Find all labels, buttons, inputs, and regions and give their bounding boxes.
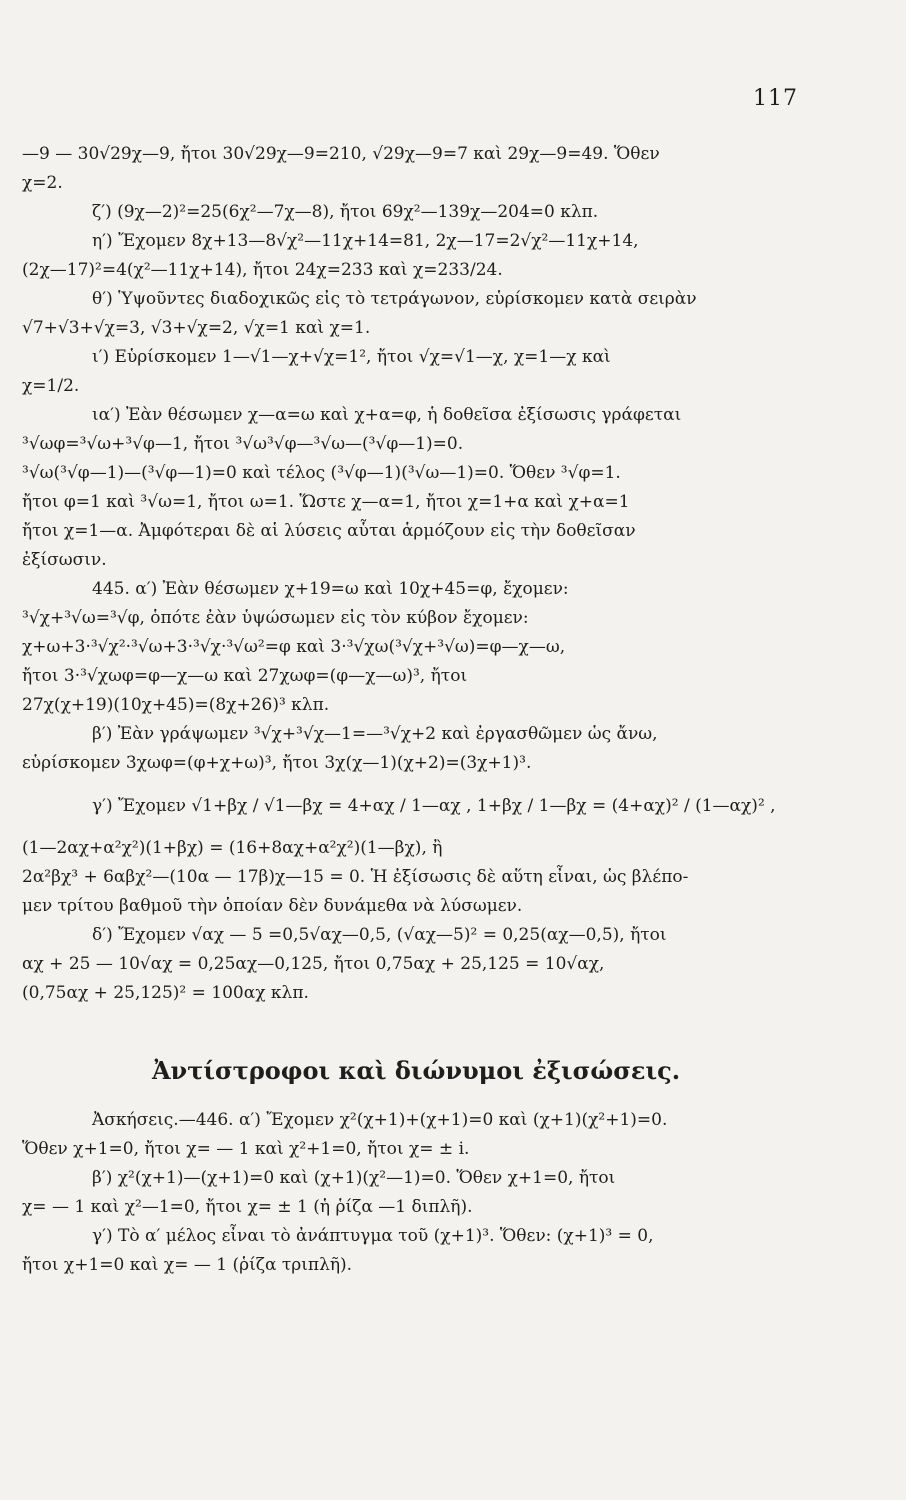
text-line: —9 — 30√29χ—9, ἤτοι 30√29χ—9=210, √29χ—9=7 καὶ 29χ—9=49. Ὅθεν — [22, 144, 660, 164]
text-line: (0,75αχ + 25,125)² = 100αχ κλπ. — [22, 983, 309, 1003]
text-line: χ= — 1 καὶ χ²—1=0, ἤτοι χ= ± 1 (ἡ ῥίζα —1 διπλῆ). — [22, 1197, 473, 1217]
text-line: ζ′) (9χ—2)²=25(6χ²—7χ—8), ἤτοι 69χ²—139χ—204=0 κλπ. — [92, 202, 599, 222]
text-line: γ′) Ἔχομεν √1+βχ / √1—βχ = 4+αχ / 1—αχ , 1+βχ / 1—βχ = (4+αχ)² / (1—αχ)² , — [92, 796, 776, 816]
text-line: 445. α′) Ἐὰν θέσωμεν χ+19=ω καὶ 10χ+45=φ, ἔχομεν: — [92, 579, 569, 599]
text-line: √7+√3+√χ=3, √3+√χ=2, √χ=1 καὶ χ=1. — [22, 318, 371, 338]
text-line: ἤτοι χ+1=0 καὶ χ= — 1 (ῥίζα τριπλῆ). — [22, 1255, 353, 1275]
text-line: 27χ(χ+19)(10χ+45)=(8χ+26)³ κλπ. — [22, 695, 330, 715]
text-line: δ′) Ἔχομεν √αχ — 5 =0,5√αχ—0,5, (√αχ—5)² = 0,25(αχ—0,5), ἤτοι — [92, 925, 667, 945]
text-line: χ=1/2. — [22, 376, 80, 396]
text-line: η′) Ἔχομεν 8χ+13—8√χ²—11χ+14=81, 2χ—17=2√χ²—11χ+14, — [92, 231, 639, 251]
page-number: 117 — [753, 86, 798, 111]
text-line: (2χ—17)²=4(χ²—11χ+14), ἤτοι 24χ=233 καὶ χ=233/24. — [22, 260, 503, 280]
solution-text — [22, 140, 810, 1008]
text-line: ι′) Εὑρίσκομεν 1—√1—χ+√χ=1², ἤτοι √χ=√1—χ, χ=1—χ καὶ — [92, 347, 611, 367]
section-spacer — [22, 1008, 810, 1044]
text-line: β′) Ἐὰν γράψωμεν ³√χ+³√χ—1=—³√χ+2 καὶ ἐργασθῶμεν ὡς ἄνω, — [92, 724, 658, 744]
text-line: ἤτοι 3·³√χωφ=φ—χ—ω καὶ 27χωφ=(φ—χ—ω)³, ἤτοι — [22, 666, 468, 686]
exercise-text — [22, 1106, 810, 1280]
text-line: β′) χ²(χ+1)—(χ+1)=0 καὶ (χ+1)(χ²—1)=0. Ὅθεν χ+1=0, ἤτοι — [92, 1168, 616, 1188]
text-line: χ+ω+3·³√χ²·³√ω+3·³√χ·³√ω²=φ καὶ 3·³√χω(³√χ+³√ω)=φ—χ—ω, — [22, 637, 566, 657]
text-line: Ἀσκήσεις.—446. α′) Ἔχομεν χ²(χ+1)+(χ+1)=0 καὶ (χ+1)(χ²+1)=0. — [92, 1110, 668, 1130]
text-line: Ὅθεν χ+1=0, ἤτοι χ= — 1 καὶ χ²+1=0, ἤτοι χ= ± i. — [22, 1139, 470, 1159]
text-line: εὑρίσκομεν 3χωφ=(φ+χ+ω)³, ἤτοι 3χ(χ—1)(χ+2)=(3χ+1)³. — [22, 753, 532, 773]
section-heading: Ἀντίστροφοι καὶ διώνυμοι ἐξισώσεις. — [151, 1056, 681, 1085]
text-line: ἤτοι φ=1 καὶ ³√ω=1, ἤτοι ω=1. Ὥστε χ—α=1, ἤτοι χ=1+α καὶ χ+α=1 — [22, 492, 630, 512]
text-line: χ=2. — [22, 173, 63, 193]
text-line: αχ + 25 — 10√αχ = 0,25αχ—0,125, ἤτοι 0,75αχ + 25,125 = 10√αχ, — [22, 954, 605, 974]
text-line: ³√ωφ=³√ω+³√φ—1, ἤτοι ³√ω³√φ—³√ω—(³√φ—1)=0. — [22, 434, 464, 454]
text-line: ³√χ+³√ω=³√φ, ὁπότε ἐὰν ὑψώσωμεν εἰς τὸν κύβον ἔχομεν: — [22, 608, 529, 628]
text-line: ³√ω(³√φ—1)—(³√φ—1)=0 καὶ τέλος (³√φ—1)(³√ω—1)=0. Ὅθεν ³√φ=1. — [22, 463, 621, 483]
text-line: (1—2αχ+α²χ²)(1+βχ) = (16+8αχ+α²χ²)(1—βχ), ἢ — [22, 838, 443, 858]
text-line: 2α²βχ³ + 6αβχ²—(10α — 17β)χ—15 = 0. Ἡ ἐξίσωσις δὲ αὕτη εἶναι, ὡς βλέπο- — [22, 867, 689, 887]
text-line: θ′) Ὑψοῦντες διαδοχικῶς εἰς τὸ τετράγωνον, εὑρίσκομεν κατὰ σειρὰν — [92, 289, 697, 309]
text-line: γ′) Τὸ α′ μέλος εἶναι τὸ ἀνάπτυγμα τοῦ (χ+1)³. Ὅθεν: (χ+1)³ = 0, — [92, 1226, 654, 1246]
text-line: ἤτοι χ=1—α. Ἀμφότεραι δὲ αἱ λύσεις αὗται ἁρμόζουν εἰς τὴν δοθεῖσαν — [22, 521, 636, 541]
text-line: μεν τρίτου βαθμοῦ τὴν ὁποίαν δὲν δυνάμεθα νὰ λύσωμεν. — [22, 896, 523, 916]
page-content — [22, 140, 810, 1280]
text-line: ἐξίσωσιν. — [22, 550, 107, 570]
text-line: ια′) Ἐὰν θέσωμεν χ—α=ω καὶ χ+α=φ, ἡ δοθεῖσα ἐξίσωσις γράφεται — [92, 405, 682, 425]
